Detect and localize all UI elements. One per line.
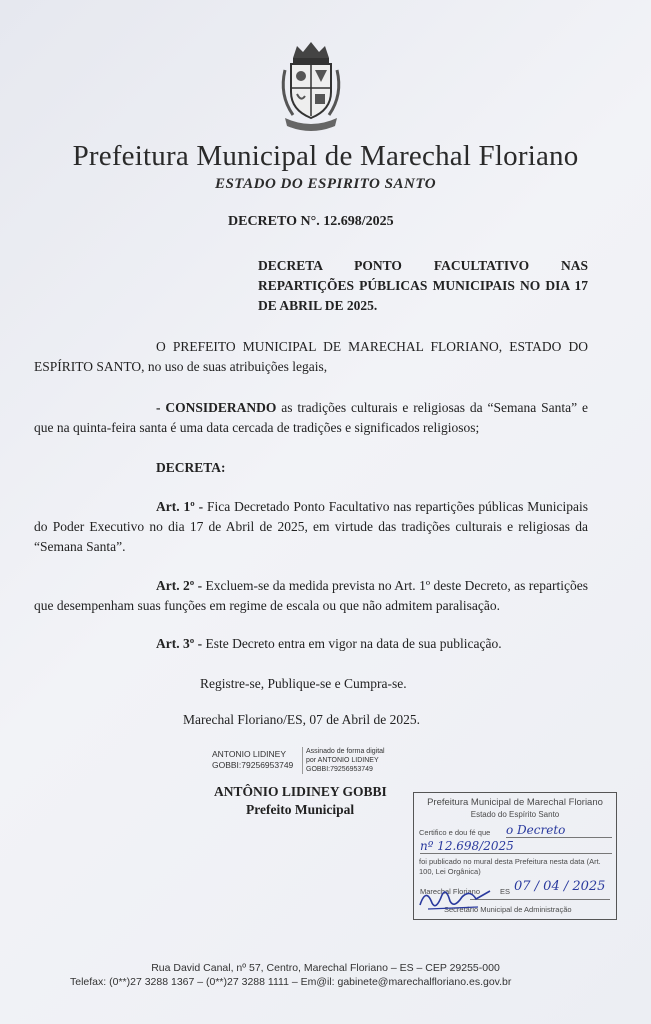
digital-signature-name — [212, 749, 293, 771]
article-2-lead: Art. 2º - — [156, 578, 203, 593]
stamp-date: 07 / 04 / 2025 — [514, 879, 606, 894]
stamp-place: Marechal Floriano — [420, 887, 481, 896]
signer-name: ANTÔNIO LIDINEY GOBBI — [214, 784, 387, 799]
registre-line: Registre-se, Publique-se e Cumpra-se. — [200, 676, 407, 691]
considerando-lead: - CONSIDERANDO — [156, 400, 277, 415]
stamp-handwritten-2: nº 12.698/2025 — [420, 839, 514, 853]
stamp-published: foi publicado no mural desta Prefeitura nesta data (Art. 100, Lei Orgânica) — [419, 857, 601, 876]
signer-role: Prefeito Municipal — [246, 802, 355, 817]
digital-signature-name-line1: ANTONIO LIDINEY — [212, 749, 286, 759]
decreta-heading: DECRETA: — [156, 460, 226, 475]
stamp-subtitle: Estado do Espírito Santo — [470, 810, 560, 819]
article-1 — [34, 497, 588, 557]
considerando-paragraph — [34, 398, 588, 438]
handwritten-signature-icon — [418, 883, 494, 913]
coat-of-arms-icon — [275, 40, 347, 132]
digital-signature-name-line2: GOBBI:79256953749 — [212, 760, 294, 770]
publication-stamp — [413, 792, 617, 920]
stamp-rule — [420, 853, 612, 854]
state-name: ESTADO DO ESPIRITO SANTO — [214, 176, 437, 192]
place-date-line: Marechal Floriano/ES, 07 de Abril de 2025. — [183, 712, 420, 727]
stamp-title: Prefeitura Municipal de Marechal Floriano — [427, 797, 603, 808]
considerando-text: as tradições culturais e religiosas da “Semana Santa” e que na quinta-feira santa é uma data cercada de tradições e significados religiosos; — [34, 400, 588, 435]
stamp-office: Secretário Municipal de Administração — [444, 905, 572, 914]
stamp-handwritten-1: o Decreto — [506, 823, 566, 837]
stamp-certify: Certifico e dou fé que — [419, 828, 491, 837]
article-3-text: Este Decreto entra em vigor na data de sua publicação. — [202, 636, 502, 651]
article-2-text: Excluem-se da medida prevista no Art. 1º deste Decreto, as repartições que desempenham suas funções em regime de escala ou que não admitem paralisação. — [34, 578, 588, 613]
stamp-es: ES — [500, 887, 511, 896]
digital-signature-note-line1: Assinado de forma digital — [306, 748, 385, 755]
organization-name: Prefeitura Municipal de Marechal Floriano — [72, 140, 579, 172]
article-2 — [34, 576, 588, 616]
intro-paragraph: O PREFEITO MUNICIPAL DE MARECHAL FLORIANO, ESTADO DO ESPÍRITO SANTO, no uso de suas atribuições legais, — [34, 339, 588, 374]
footer-contacts: Telefax: (0**)27 3288 1367 – (0**)27 3288 1111 – Em@il: gabinete@marechalfloriano.es.gov.br — [70, 976, 512, 988]
digital-signature-note — [302, 747, 385, 774]
decree-number: DECRETO N°. 12.698/2025 — [228, 214, 394, 229]
article-1-text: Fica Decretado Ponto Facultativo nas repartições públicas Municipais do Poder Executivo no dia 17 de Abril de 2025, em virtude das tradições culturais e religiosas da “Semana Santa”. — [34, 499, 588, 554]
footer-address: Rua David Canal, nº 57, Centro, Marechal Floriano – ES – CEP 29255-000 — [151, 962, 500, 974]
digital-signature-note-line3: GOBBI:79256953749 — [306, 766, 373, 773]
decree-ementa: DECRETA PONTO FACULTATIVO NAS REPARTIÇÕES PÚBLICAS MUNICIPAIS NO DIA 17 DE ABRIL DE 2025. — [258, 258, 588, 313]
stamp-rule — [506, 837, 612, 838]
article-1-lead: Art. 1º - — [156, 499, 204, 514]
digital-signature-note-line2: por ANTONIO LIDINEY — [306, 757, 379, 764]
article-3-lead: Art. 3º - — [156, 636, 203, 651]
article-3 — [34, 634, 588, 654]
